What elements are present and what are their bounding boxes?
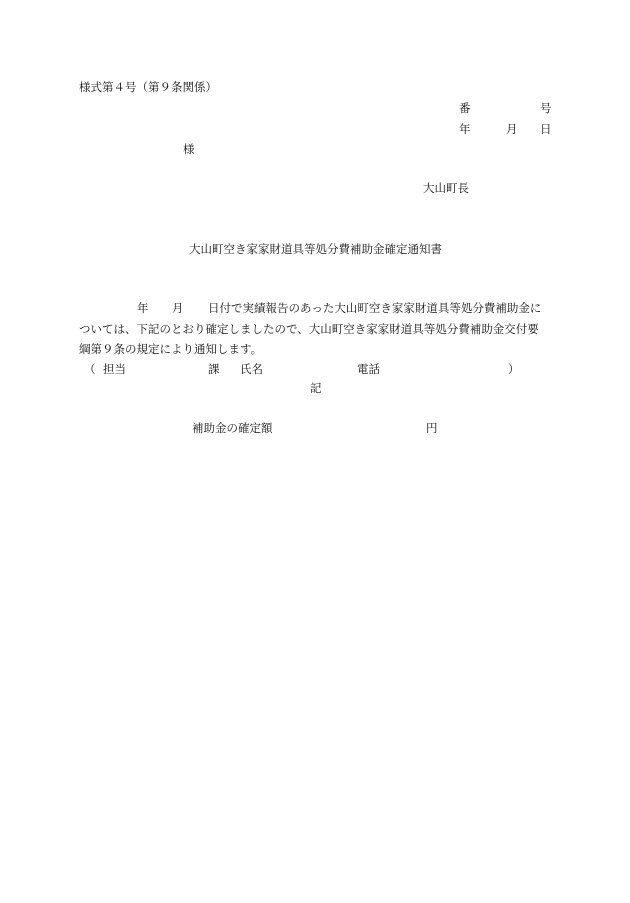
contact-ka: 課	[208, 362, 220, 376]
form-number: 様式第４号（第９条関係）	[79, 80, 217, 94]
contact-tanto: 担当	[103, 362, 126, 376]
doc-number-go: 号	[540, 101, 552, 115]
date-year: 年	[459, 122, 471, 136]
document-title: 大山町空き家家財道具等処分費補助金確定通知書	[189, 242, 442, 256]
body-line-2: ついては、下記のとおり確定しましたので、大山町空き家家財道具等処分費補助金交付要	[79, 322, 539, 336]
amount-label: 補助金の確定額	[192, 421, 273, 435]
date-day: 日	[540, 122, 552, 136]
body-year: 年	[137, 301, 149, 315]
contact-denwa: 電話	[357, 362, 380, 376]
amount-unit: 円	[426, 421, 438, 435]
ki-heading: 記	[310, 381, 322, 395]
body-line-3: 綱第９条の規定により通知します。	[79, 342, 263, 356]
doc-number-ban: 番	[459, 101, 471, 115]
recipient-suffix: 様	[183, 142, 195, 156]
issuer: 大山町長	[423, 181, 469, 195]
contact-shimei: 氏名	[240, 362, 263, 376]
body-month: 月	[172, 301, 184, 315]
date-month: 月	[506, 122, 518, 136]
body-line-1: 日付で実績報告のあった大山町空き家家財道具等処分費補助金に	[208, 301, 542, 315]
contact-open-paren: （	[84, 362, 96, 376]
contact-close-paren: ）	[508, 362, 520, 376]
